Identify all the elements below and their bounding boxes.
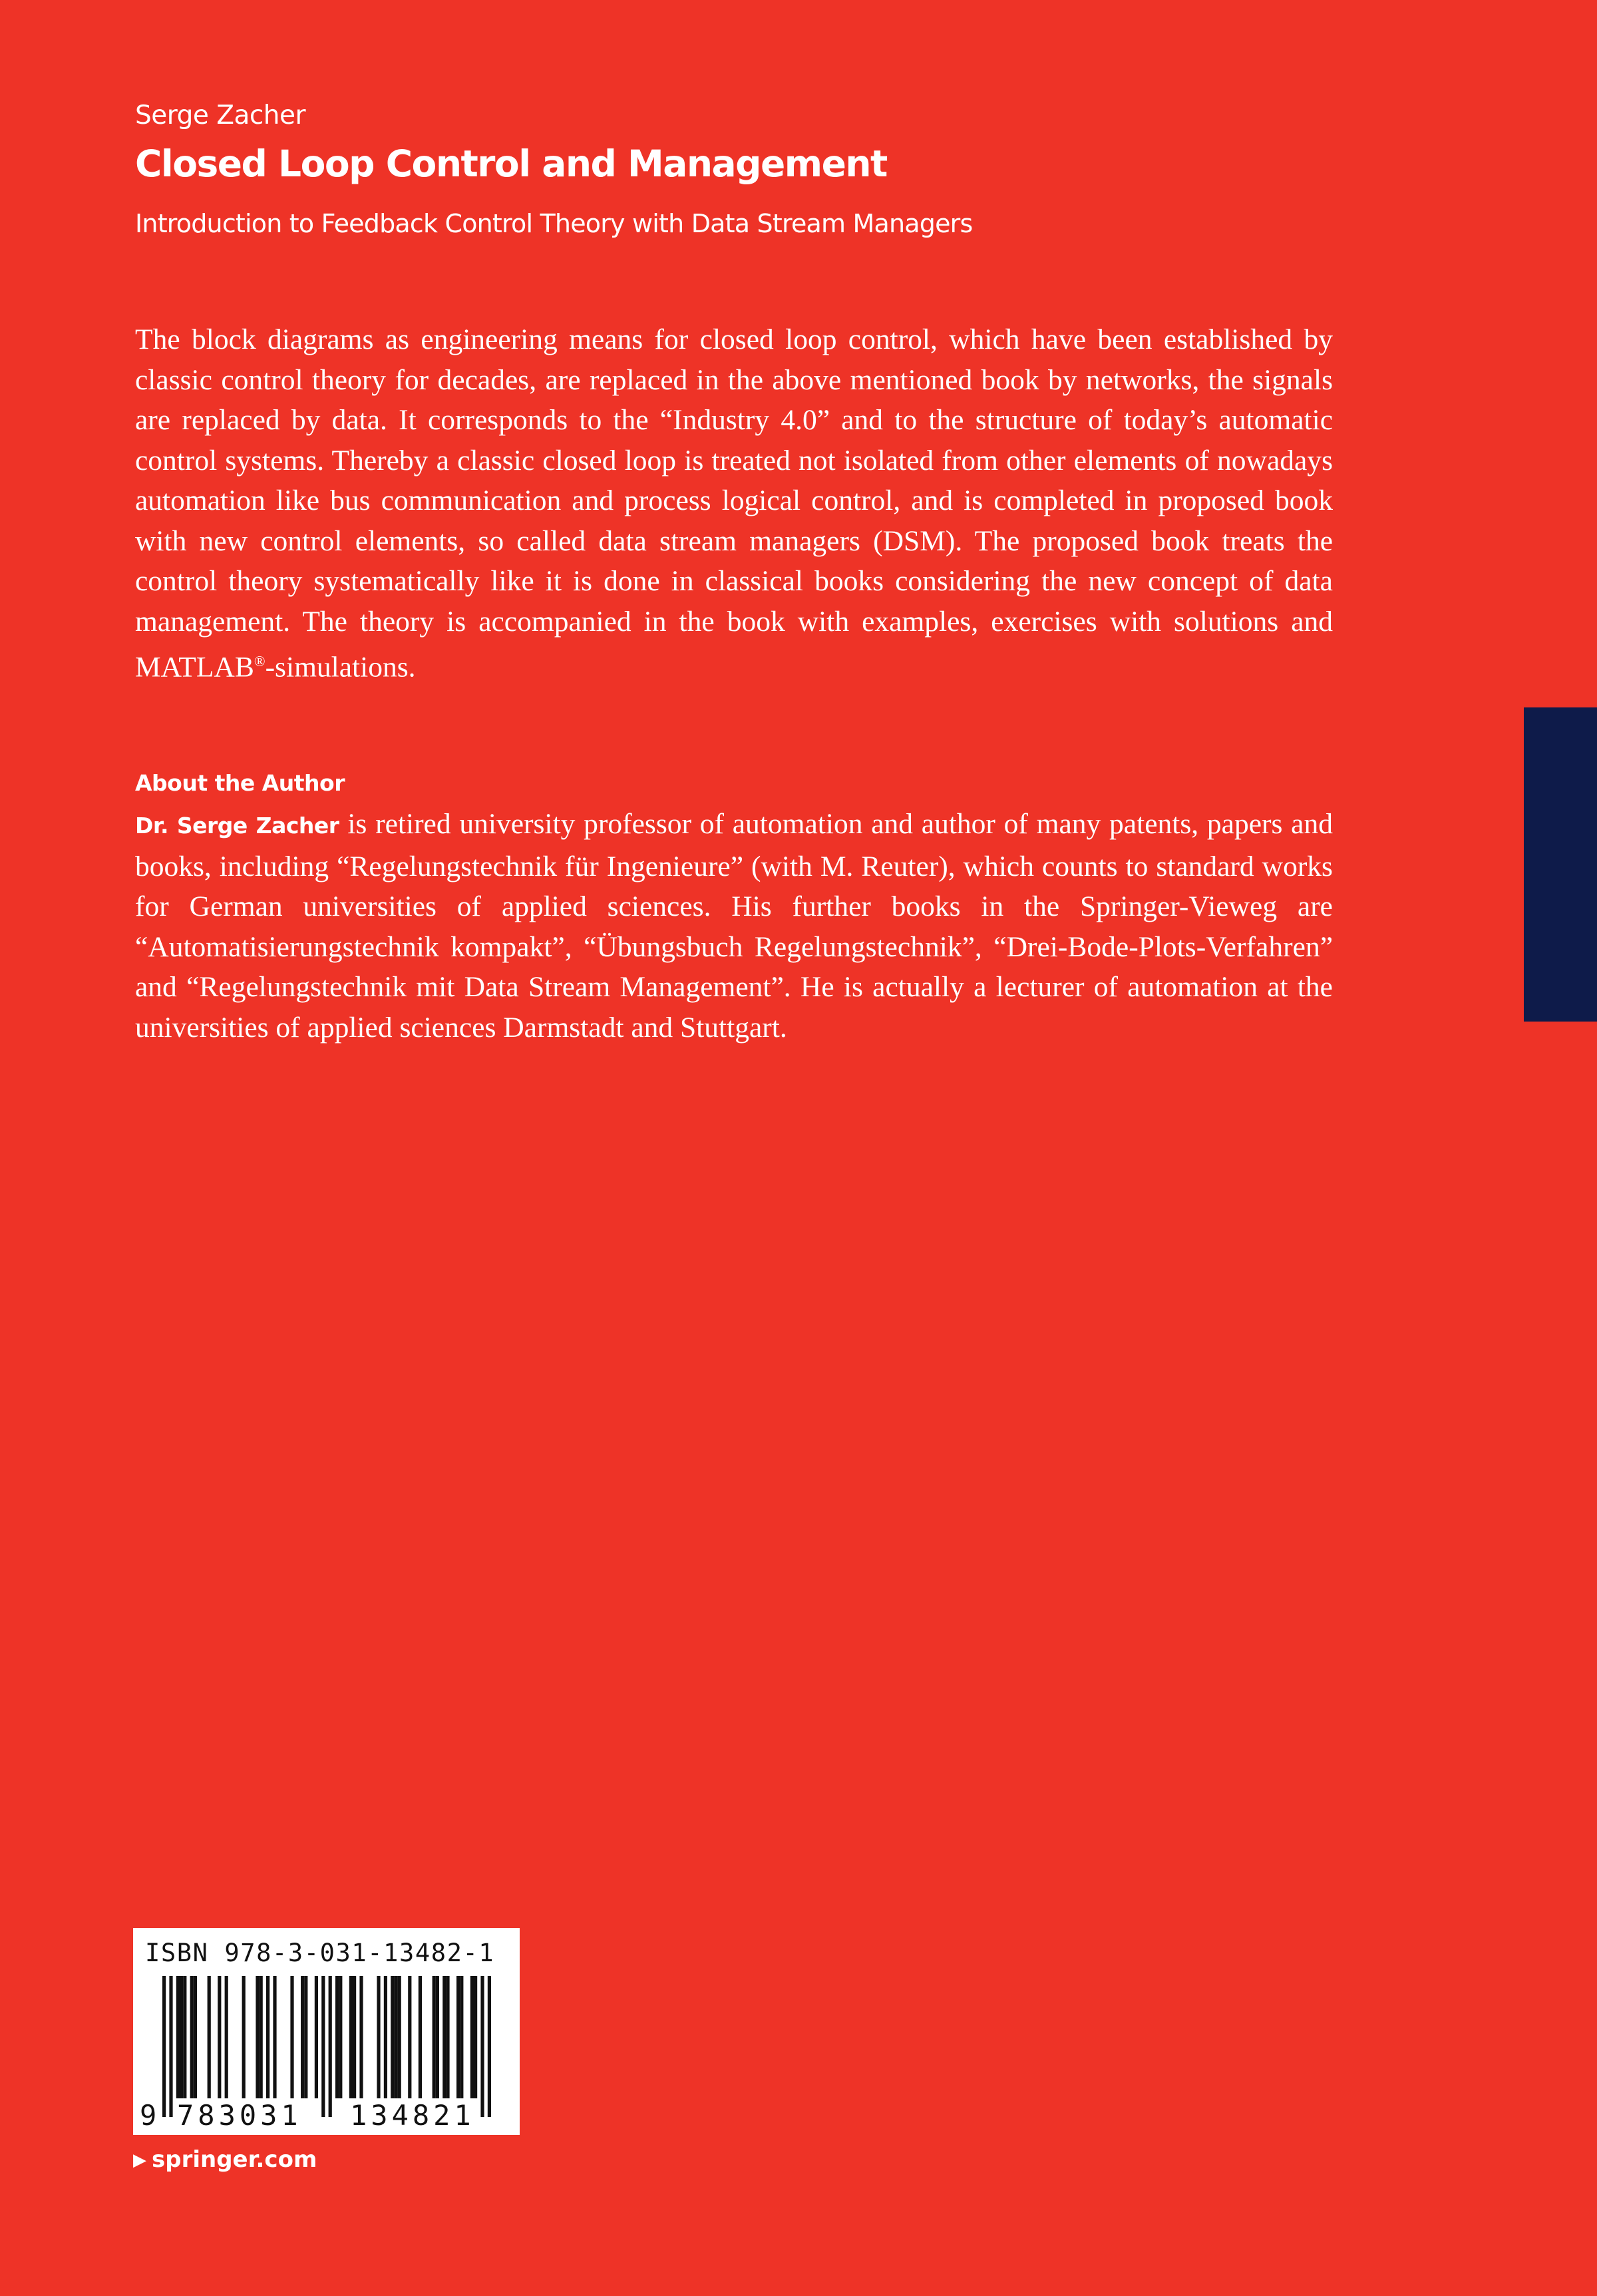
book-title: Closed Loop Control and Management [135,142,887,185]
barcode-bar [408,1976,411,2098]
barcode-bar [377,1976,380,2098]
barcode-bar [256,1976,259,2098]
spine-color-tab [1524,707,1597,1022]
barcode-bar [488,1976,491,2117]
about-author-name: Dr. Serge Zacher [135,813,339,839]
barcode-bar [470,1976,474,2098]
barcode-bar [391,1976,394,2098]
barcode-bar [301,1976,304,2098]
barcode-digit-lead: 9 [140,2099,157,2132]
barcode-bar [349,1976,353,2098]
isbn-barcode [133,1928,520,2135]
barcode-bar [359,1976,363,2098]
blurb-paragraph [135,319,1333,687]
barcode-bar [443,1976,446,2098]
barcode-bar [218,1976,221,2098]
barcode-bar [398,1976,401,2098]
barcode-bar [260,1976,263,2098]
about-author-text: is retired university professor of automation and author of many patents, papers and books, including “Regelungstechnik für Ingenieure” (with M. Reuter), which counts to standard works for German universities of applied sciences. His further books in the Springer-Vieweg are “Automatisierungstechnik kompakt”, “Übungsbuch Regelungstechnik”, “Drei-Bode-Plots-Verfahren” and “Regelungstechnik mit Data Stream Management”. He is actually a lecturer of automation at the universities of applied sciences Darmstadt and Stuttgart. [135,808,1333,1044]
barcode-bar [208,1976,211,2098]
barcode-bar [474,1976,477,2098]
barcode-bar [419,1976,422,2098]
barcode-bar [242,1976,246,2098]
barcode-bar [436,1976,439,2098]
barcode-bar [384,1976,387,2098]
blurb [135,319,1333,687]
right-triangle-icon: ▶ [133,2150,146,2170]
barcode-bar [446,1976,449,2098]
barcode-bar [321,1976,325,2117]
book-subtitle: Introduction to Feedback Control Theory with Data Stream Managers [135,209,973,238]
barcode-bar [433,1976,436,2098]
barcode-bar [273,1976,276,2098]
barcode-bar [480,1976,484,2117]
barcode-bar [456,1976,460,2098]
barcode-digits-left: 783031 [177,2099,302,2132]
barcode-bar [190,1976,194,2098]
barcode-bar [169,1976,172,2117]
author-name: Serge Zacher [135,100,306,130]
barcode-bar [315,1976,318,2098]
blurb-text-end: -simulations. [265,651,416,683]
barcode-bar [329,1976,332,2117]
publisher-link[interactable] [133,2144,317,2176]
isbn-number: ISBN 978-3-031-13482-1 [145,1939,495,1967]
barcode-bar [339,1976,342,2098]
trademark-symbol: ® [254,653,266,670]
barcode-bar [304,1976,307,2098]
barcode-digits [138,2100,515,2132]
barcode-bar [180,1976,183,2098]
barcode-bar [335,1976,339,2098]
barcode-bar [266,1976,269,2098]
barcode-digits-right: 134821 [350,2099,475,2132]
about-author-paragraph [135,804,1333,1048]
blurb-text: The block diagrams as engineering means for closed loop control, which have been established by classic control theory for decades, are replaced in the above mentioned book by networks, the signals are replaced by data. It corresponds to the “Industry 4.0” and to the structure of today’s automatic control systems. Thereby a classic closed loop is treated not isolated from other elements of nowadays automation like bus communication and process logical control, and is completed in proposed book with new control elements, so called data stream managers (DSM). The proposed book treats the control theory systematically like it is done in classical books considering the new concept of data management. The theory is accompanied in the book with examples, exercises with solutions and MATLAB [135,323,1333,683]
publisher-link-text: springer.com [152,2146,317,2173]
about-author-section [135,804,1333,1048]
barcode-bar [290,1976,293,2098]
barcode-bar [225,1976,228,2098]
about-author-heading: About the Author [135,770,345,796]
barcode-bar [183,1976,186,2098]
barcode-bar [353,1976,356,2098]
barcode-bar [162,1976,166,2117]
barcode-bar [176,1976,180,2098]
barcode-bar [394,1976,397,2098]
barcode-bar [460,1976,463,2098]
barcode-bar [194,1976,197,2098]
